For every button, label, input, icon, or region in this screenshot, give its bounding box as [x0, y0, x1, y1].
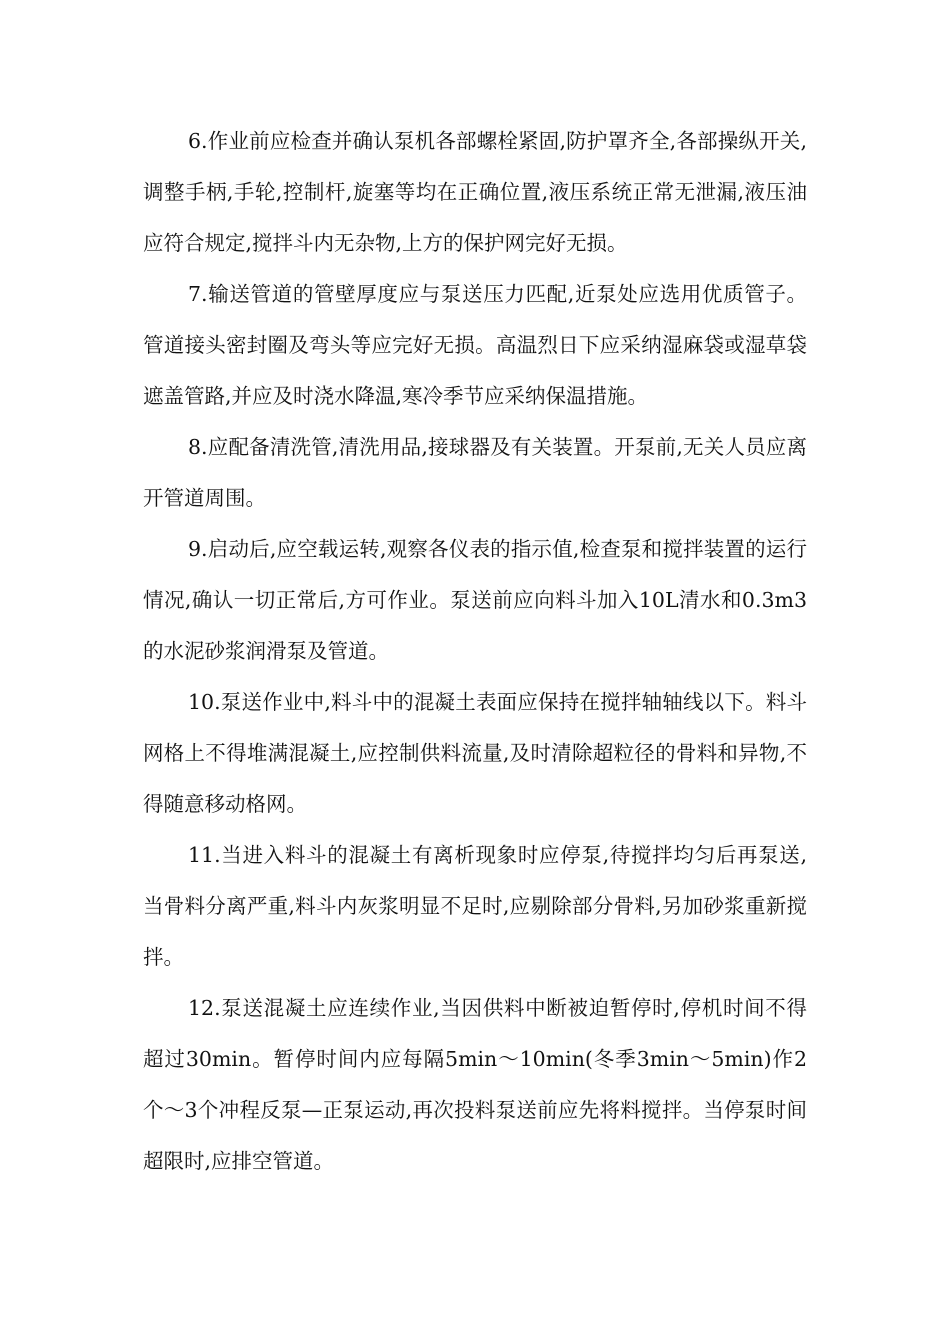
paragraph-11: 11.当进入料斗的混凝土有离析现象时应停泵,待搅拌均匀后再泵送,当骨料分离严重,料斗内灰浆明显不足时,应剔除部分骨料,另加砂浆重新搅拌。 [143, 843, 807, 969]
paragraph-6: 6.作业前应检查并确认泵机各部螺栓紧固,防护罩齐全,各部操纵开关,调整手柄,手轮,控制杆,旋塞等均在正确位置,液压系统正常无泄漏,液压油应符合规定,搅拌斗内无杂物,上方的保护网完好无损。 [143, 129, 807, 255]
document-body [143, 116, 807, 1187]
paragraph-7: 7.输送管道的管壁厚度应与泵送压力匹配,近泵处应选用优质管子。管道接头密封圈及弯头等应完好无损。高温烈日下应采纳湿麻袋或湿草袋遮盖管路,并应及时浇水降温,寒冷季节应采纳保温措施。 [143, 282, 807, 408]
paragraph-10: 10.泵送作业中,料斗中的混凝土表面应保持在搅拌轴轴线以下。料斗网格上不得堆满混凝土,应控制供料流量,及时清除超粒径的骨料和异物,不得随意移动格网。 [143, 690, 807, 816]
paragraph-9: 9.启动后,应空载运转,观察各仪表的指示值,检查泵和搅拌装置的运行情况,确认一切正常后,方可作业。泵送前应向料斗加入10L清水和0.3m3的水泥砂浆润滑泵及管道。 [143, 537, 807, 663]
paragraph-12: 12.泵送混凝土应连续作业,当因供料中断被迫暂停时,停机时间不得超过30min。暂停时间内应每隔5min～10min(冬季3min～5min)作2个～3个冲程反泵—正泵运动,再次投料泵送前应先将料搅拌。当停泵时间超限时,应排空管道。 [143, 996, 807, 1173]
paragraph-8: 8.应配备清洗管,清洗用品,接球器及有关装置。开泵前,无关人员应离开管道周围。 [143, 435, 807, 510]
